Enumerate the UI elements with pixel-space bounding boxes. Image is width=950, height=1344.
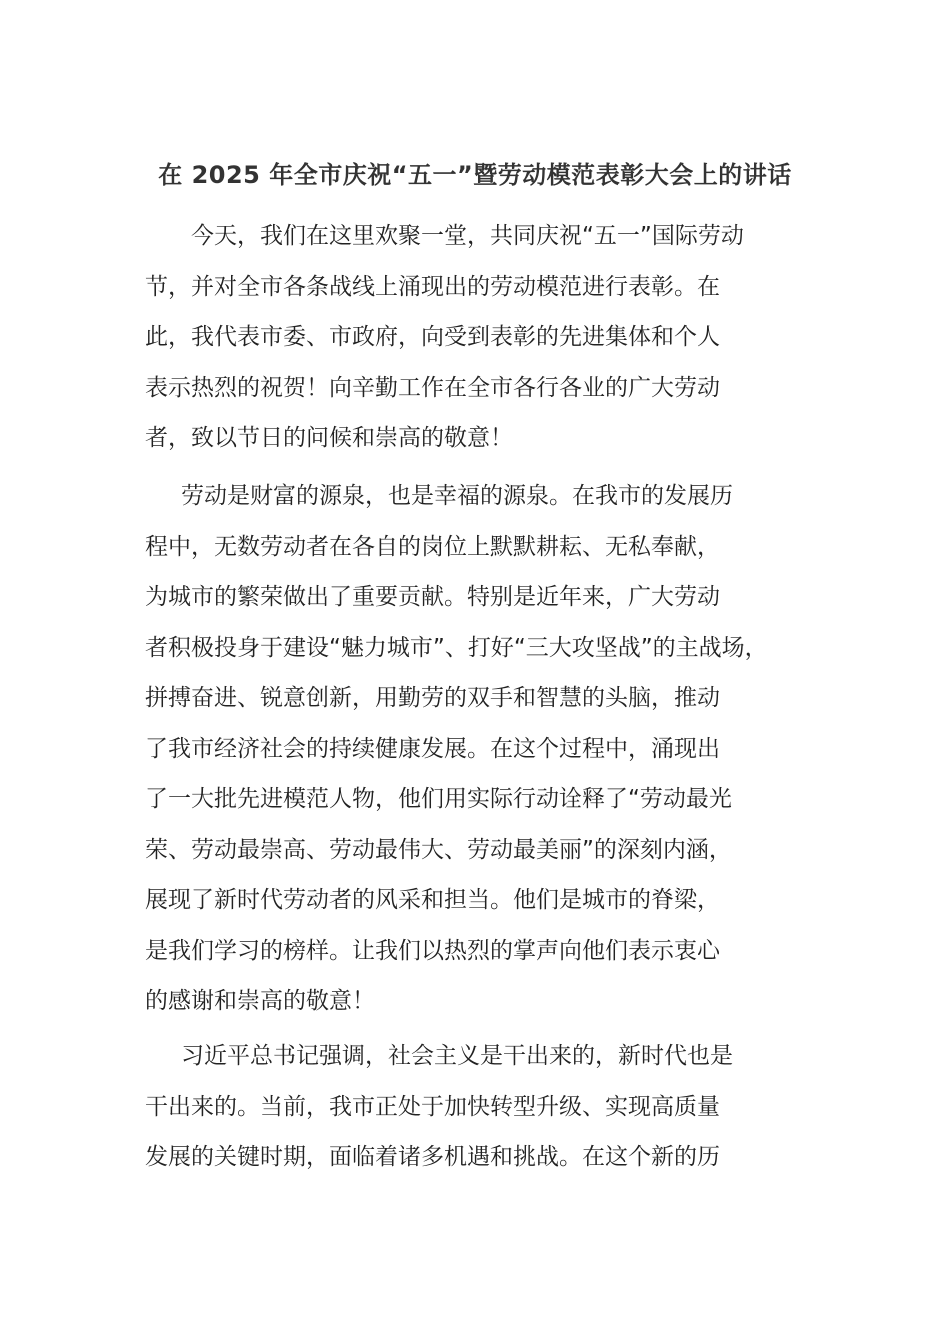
text-line: 展现了新时代劳动者的风采和担当。他们是城市的脊梁， [145, 887, 720, 913]
text-line: 表示热烈的祝贺！向辛勤工作在全市各行各业的广大劳动 [145, 374, 720, 401]
text-line: 今天，我们在这里欢聚一堂，共同庆祝“五一”国际劳动 [191, 223, 744, 249]
text-line: 者积极投身于建设“魅力城市”、打好“三大攻坚战”的主战场， [145, 634, 768, 661]
text-line: 干出来的。当前，我市正处于加快转型升级、实现高质量 [145, 1093, 720, 1120]
text-line: 发展的关键时期，面临着诸多机遇和挑战。在这个新的历 [145, 1144, 720, 1170]
text-line: 程中，无数劳动者在各自的岗位上默默耕耘、无私奉献， [145, 533, 720, 560]
text-line: 习近平总书记强调，社会主义是干出来的，新时代也是 [181, 1043, 733, 1069]
text-line: 节，并对全市各条战线上涌现出的劳动模范进行表彰。在 [145, 273, 720, 300]
paragraph-2 [145, 471, 835, 1027]
text-line: 荣、劳动最崇高、劳动最伟大、劳动最美丽”的深刻内涵， [145, 836, 732, 863]
text-line: 了一大批先进模范人物，他们用实际行动诠释了“劳动最光 [145, 786, 732, 812]
text-line: 者，致以节日的问候和崇高的敬意！ [145, 425, 513, 451]
paragraph-1 [145, 211, 835, 464]
text-line: 是我们学习的榜样。让我们以热烈的掌声向他们表示衷心 [145, 937, 720, 964]
text-line: 为城市的繁荣做出了重要贡献。特别是近年来，广大劳动 [145, 584, 720, 610]
text-line: 此，我代表市委、市政府，向受到表彰的先进集体和个人 [145, 324, 720, 350]
document-title: 在 2025 年全市庆祝“五一”暨劳动模范表彰大会上的讲话 [158, 161, 792, 189]
text-line: 拼搏奋进、锐意创新，用勤劳的双手和智慧的头脑，推动 [145, 685, 720, 711]
text-line: 了我市经济社会的持续健康发展。在这个过程中，涌现出 [145, 735, 720, 762]
paragraph-3 [145, 1031, 835, 1183]
text-line: 劳动是财富的源泉，也是幸福的源泉。在我市的发展历 [181, 483, 733, 509]
text-line: 的感谢和崇高的敬意！ [145, 988, 375, 1014]
